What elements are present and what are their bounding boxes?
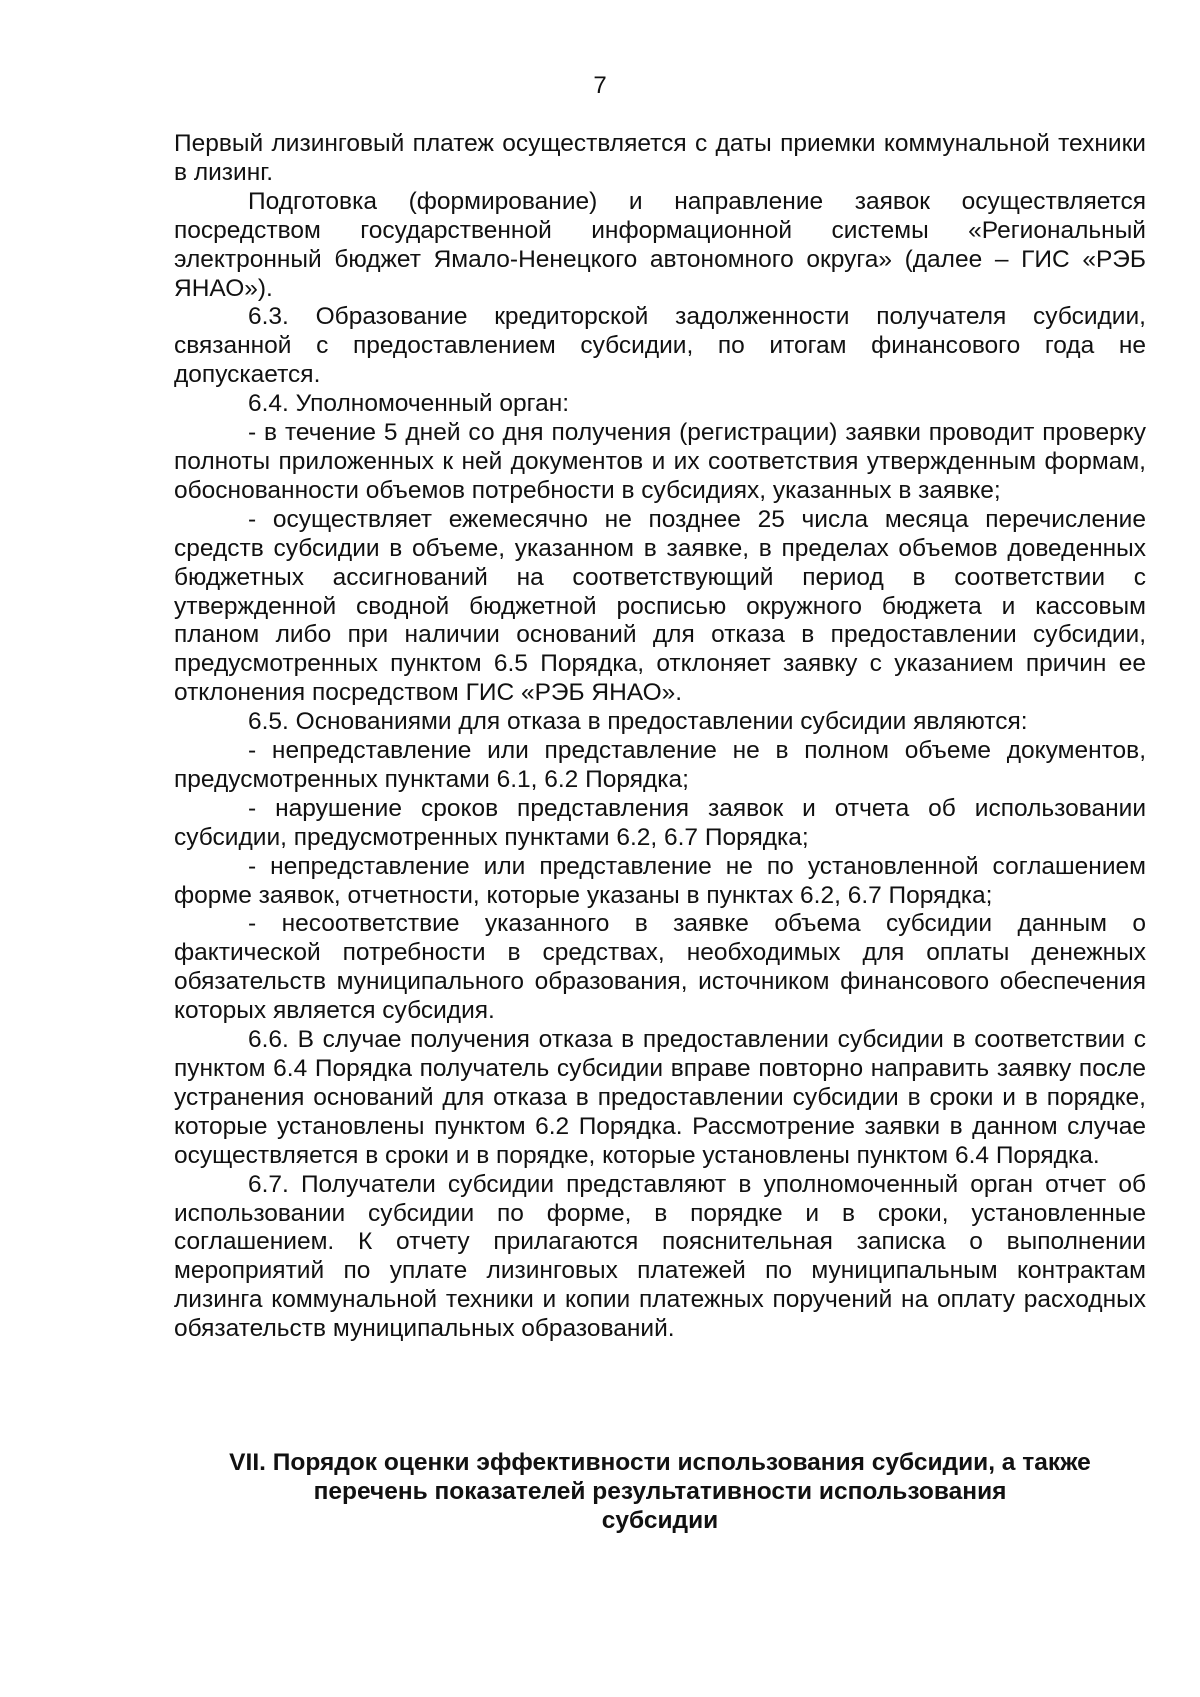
paragraph-6-7: 6.7. Получатели субсидии представляют в уполномоченный орган отчет об использовании субсидии по форме, в порядке и в сроки, установленные соглашением. К отчету прилагаются пояснительная записка о выполнении мероприятий по уплате лизинговых платежей по муниципальным контрактам лизинга коммунальной техники и копии платежных поручений на оплату расходных обязательств муниципальных образований. (174, 1170, 1146, 1343)
page-number: 7 (593, 72, 607, 99)
paragraph-6-5-item-1: - непредставление или представление не в полном объеме документов, предусмотренных пунктами 6.1, 6.2 Порядка; (174, 737, 1146, 793)
document-body (174, 130, 1146, 1344)
section-heading-line-2: перечень показателей результативности использования (313, 1478, 1007, 1505)
section-heading (174, 1448, 1146, 1535)
paragraph-6-5-item-4: - несоответствие указанного в заявке объема субсидии данным о фактической потребности в средствах, необходимых для оплаты денежных обязательств муниципального образования, источником финансового обеспечения которых является субсидия. (174, 910, 1146, 1025)
paragraph-6-6: 6.6. В случае получения отказа в предоставлении субсидии в соответствии с пунктом 6.4 Порядка получатель субсидии вправе повторно направить заявку после устранения оснований для отказа в предоставлении субсидии в сроки и в порядке, которые установлены пунктом 6.2 Порядка. Рассмотрение заявки в данном случае осуществляется в сроки и в порядке, которые установлены пунктом 6.4 Порядка. (174, 1026, 1146, 1169)
paragraph-6-4-check: - в течение 5 дней со дня получения (регистрации) заявки проводит проверку полноты приложенных к ней документов и их соответствия утвержденным формам, обоснованности объемов потребности в субсидиях, указанных в заявке; (174, 419, 1146, 504)
paragraph-6-5-item-2: - нарушение сроков представления заявок и отчета об использовании субсидии, предусмотренных пунктами 6.2, 6.7 Порядка; (174, 794, 1146, 851)
section-heading-line-1: VII. Порядок оценки эффективности использования субсидии, а также (229, 1449, 1091, 1476)
paragraph-6-5-item-3: - непредставление или представление не по установленной соглашением форме заявок, отчетности, которые указаны в пунктах 6.2, 6.7 Порядка; (174, 852, 1146, 909)
paragraph-6-5: 6.5. Основаниями для отказа в предоставлении субсидии являются: (248, 708, 1028, 736)
paragraph-6-3: 6.3. Образование кредиторской задолженности получателя субсидии, связанной с предоставлением субсидии, по итогам финансового года не допускается. (174, 303, 1146, 389)
section-heading-line-3: субсидии (601, 1507, 719, 1534)
paragraph-application-preparation: Подготовка (формирование) и направление заявок осуществляется посредством государственной информационной системы «Региональный электронный бюджет Ямало-Ненецкого автономного округа» (далее – ГИС «РЭБ ЯНАО»). (174, 187, 1146, 302)
paragraph-6-4-transfer: - осуществляет ежемесячно не позднее 25 числа месяца перечисление средств субсидии в объеме, указанном в заявке, в пределах объемов доведенных бюджетных ассигнований на соответствующий период в соответствии с утвержденной сводной бюджетной росписью окружного бюджета и кассовым планом либо при наличии оснований для отказа в предоставлении субсидии, предусмотренных пунктом 6.5 Порядка, отклоняет заявку с указанием причин ее отклонения посредством ГИС «РЭБ ЯНАО». (174, 505, 1146, 707)
paragraph-6-4: 6.4. Уполномоченный орган: (248, 390, 570, 418)
paragraph-first-payment: Первый лизинговый платеж осуществляется с даты приемки коммунальной техники в лизинг. (174, 130, 1146, 186)
